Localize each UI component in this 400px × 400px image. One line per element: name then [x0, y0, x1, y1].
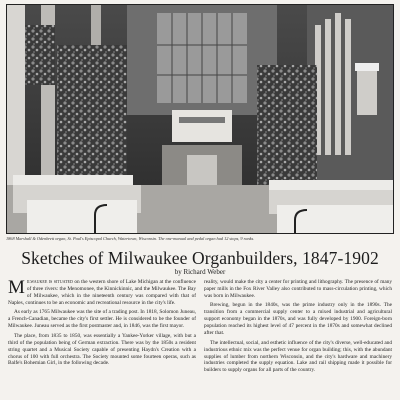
church-interior-photo: [6, 4, 394, 234]
article-title: Sketches of Milwaukee Organbuilders, 1847-1902: [21, 248, 379, 268]
lead-paragraph: [8, 279, 196, 307]
paragraph: The intellectual, social, and esthetic influence of the city's diverse, well-educated and industrious ethnic mix was the perfect venue for organ building; this, with the abundant supplies of lumber from northern Wisconsin, and the city's hardware and machinery industries completed the supply equation. Lake and rail shipping made it possible for builders to supply organs for all parts of the country.: [204, 339, 392, 374]
paragraph: The place, from 1835 to 1850, was essentially a Yankee-Yorker village, with but a third of the population being of German extraction. There was by the 1850s a resident string quartet and a Musical Society capable of presenting Haydn's Creation with a chorus of 100 with full orchestra. The Society mounted some fourteen operas, such as Balfe's Bohemian Girl, in the following decade.: [8, 332, 196, 367]
article-right-column: [204, 279, 392, 400]
article-left-column: [8, 279, 196, 400]
paragraph: Brewing, begun in the 1840s, was the prime industry only in the 1890s. The transition from a commercial supply center to a mixed industrial and agricultural support economy began in the 1870s, and was fully developed by 1900. Foreign-born population reached its highest level of 47 percent in the 1870s and somewhat declined after that.: [204, 302, 392, 337]
article-byline: by Richard Weber: [174, 268, 226, 276]
paragraph: reality, would make the city a center for printing and lithography. The presence of many paper mills in the Fox River Valley also contributed to mass-circulation printing, which was born in Milwaukee.: [204, 279, 392, 299]
organ-photo-illustration: [7, 5, 393, 233]
drop-cap: M: [8, 279, 25, 298]
photo-caption: 1868 Marshall & Odenbrett organ, St. Paul's Episcopal Church, Watertown, Wisconsin. The one-manual and pedal organ had 12 stops, 9 ranks.: [6, 236, 255, 241]
paragraph: As early as 1765 Milwaukee was the site of a trading post. In 1818, Solomon Juneau, a French-Canadian, became the city's first settler. He is considered to be the founder of Milwaukee. Juneau served as the first postmaster and, in 1846, was the first mayor.: [8, 309, 196, 330]
lead-paragraph-text: on the western shore of Lake Michigan at the confluence of three rivers: the Menomonee, the Kinnickinnic, and the Milwaukee. The Bay of Milwaukee, which in the nineteenth century was compared with that of Naples, continues to be an economic and recreational resource in the city's life.: [8, 279, 196, 306]
lead-smallcaps: ilwaukee is situated: [26, 279, 73, 285]
